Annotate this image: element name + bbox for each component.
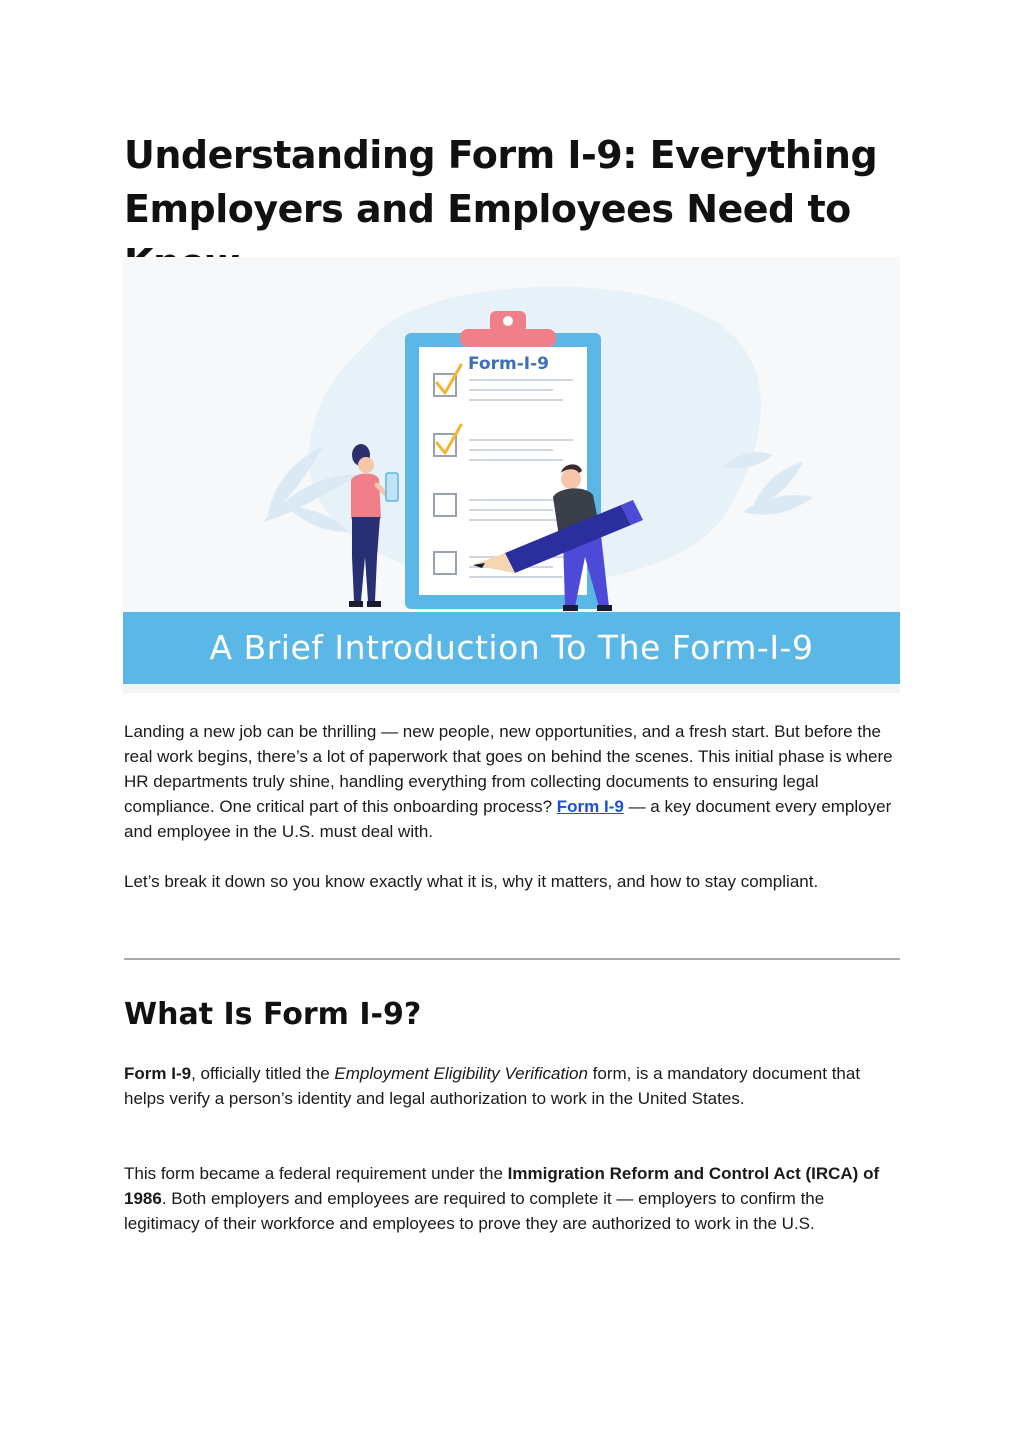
irca-act-bold: Immigration Reform and Control Act (IRCA) of 1986 — [124, 1164, 880, 1208]
section-divider — [124, 958, 900, 960]
section-text-1a: , officially titled the — [191, 1064, 335, 1083]
section-paragraph-1 — [124, 1061, 904, 1111]
hero-illustration — [123, 257, 900, 693]
hero-banner — [123, 612, 900, 684]
form-official-title: Employment Eligibility Verification — [334, 1064, 588, 1083]
intro-text-1-end: — a key document every employer and employee in the U.S. must deal with. — [124, 797, 892, 841]
banner-title: A Brief Introduction To The Form-I-9 — [209, 628, 814, 667]
section-heading: What Is Form I-9? — [124, 997, 422, 1032]
section-paragraph-2 — [124, 1161, 904, 1236]
form-i9-link[interactable]: Form I-9 — [556, 797, 624, 816]
intro-paragraph-1 — [124, 719, 904, 844]
intro-paragraph-2: Let’s break it down so you know exactly what it is, why it matters, and how to stay compliant. — [124, 872, 819, 891]
section-text-1b: form, is a mandatory document that helps verify a person’s identity and legal authorization to work in the United States. — [124, 1064, 861, 1108]
intro-text-1: Landing a new job can be thrilling — new people, new opportunities, and a fresh start. But before the real work begins, there’s a lot of paperwork that goes on behind the scenes. This initial phase is where HR departments truly shine, handling everything from collecting documents to ensuring legal compliance. One critical part of this onboarding process? — [124, 722, 893, 816]
form-i9-bold: Form I-9 — [124, 1064, 192, 1083]
clipboard-illustration — [123, 257, 900, 617]
section-text-2b: . Both employers and employees are required to complete it — employers to confirm the legitimacy of their workforce and employees to prove they are authorized to work in the U.S. — [124, 1189, 825, 1233]
page-title: Understanding Form I-9: Everything Employers and Employees Need to — [124, 133, 878, 231]
section-text-2a: This form became a federal requirement under the — [124, 1164, 508, 1183]
hero-bottom-strip — [123, 684, 900, 693]
clipboard-form-label: Form-I-9 — [468, 354, 549, 374]
